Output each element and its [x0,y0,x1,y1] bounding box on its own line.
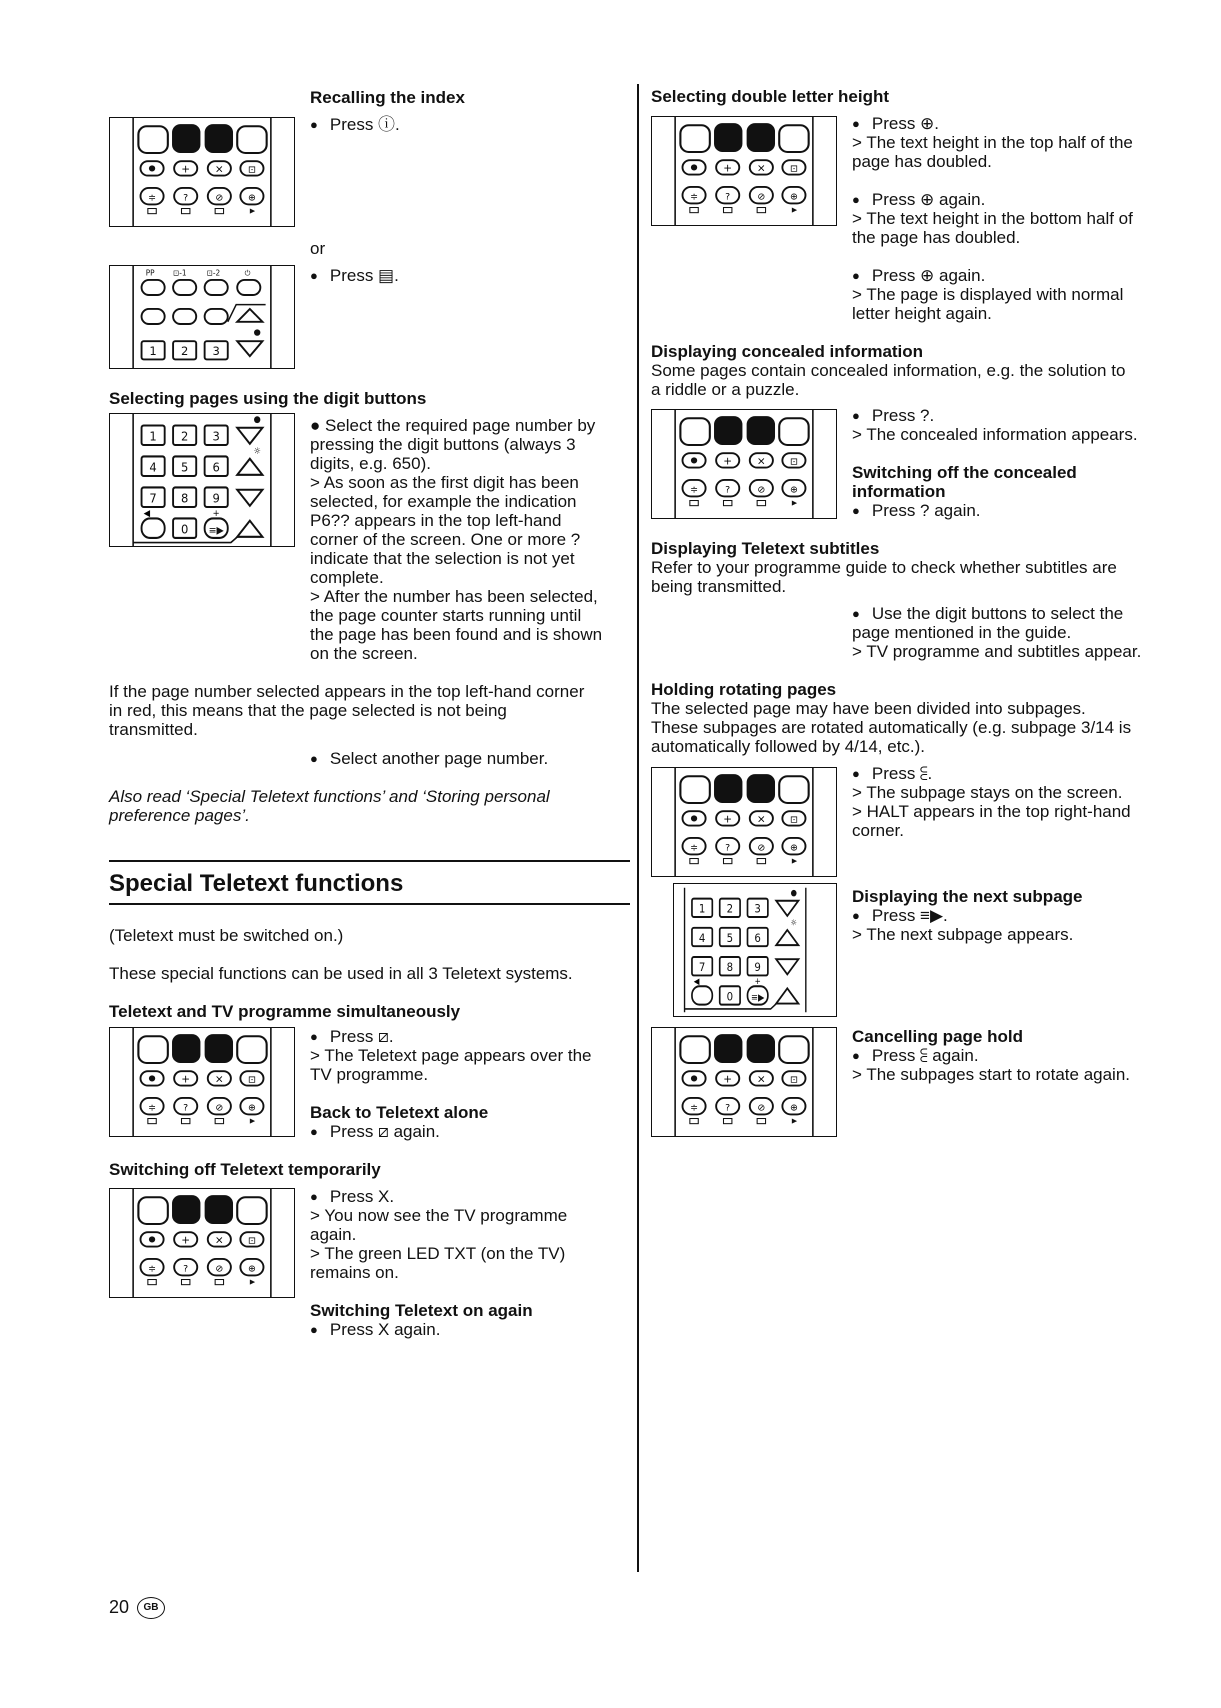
result-line: the page has doubled. [852,228,1021,247]
page-number: 20 [109,1597,130,1617]
heading-subtitles: Displaying Teletext subtitles [651,539,880,558]
instruction-press-mix: ● Press ⧄. [310,1027,394,1047]
digit-line: > As soon as the first digit has been [310,473,579,492]
subtitles-intro: Refer to your programme guide to check whether subtitles are [651,558,1117,577]
result-line: > The subpages start to rotate again. [852,1065,1131,1084]
digit-line: pressing the digit buttons (always 3 [310,435,576,454]
also-read-line: preference pages’. [109,806,250,825]
red-note [109,682,584,739]
result-line: > You now see the TV programme [310,1206,568,1225]
also-read-note [109,787,550,825]
red-note-line: transmitted. [109,720,198,739]
instruction-press-index: ● Press ⓘ. [310,115,400,135]
digit-line: the page counter starts running until [310,606,582,625]
digit-instructions [310,416,602,663]
result-line: again. [310,1225,357,1244]
result-line: > The concealed information appears. [852,425,1138,444]
instruction-press-size: ● Press ⊕. [852,114,939,134]
also-read-line: Also read ‘Special Teletext functions’ and ‘Storing personal [109,787,550,806]
heading-cancel-hold: Cancelling page hold [852,1027,1023,1046]
instruction-press-x: ● Press X. [310,1187,394,1207]
instruction-digit-subtitles: ● Use the digit buttons to select the [852,604,1123,624]
digit-line: corner of the screen. One or more ? [310,530,581,549]
result-line: letter height again. [852,304,992,323]
remote-teletext-illustration [651,409,837,519]
result-line: > The green LED TXT (on the TV) [310,1244,566,1263]
section-rule-bottom [109,903,630,905]
remote-teletext-illustration [651,767,837,877]
holding-intro: The selected page may have been divided into subpages. [651,699,1086,718]
section-rule-top [109,860,630,862]
red-note-line: If the page number selected appears in the top left-hand corner [109,682,585,701]
holding-intro: automatically followed by 4/14, etc.). [651,737,926,756]
result-line: > The text height in the top half of the [852,133,1133,152]
or-label: or [310,239,326,258]
heading-switch-off-concealed: information [852,482,946,501]
digit-line: indicate that the selection is not yet [310,549,575,568]
heading-switch-off-concealed: Switching off the concealed [852,463,1077,482]
remote-digits-illustration [109,413,295,547]
result-line: > The Teletext page appears over the [310,1046,592,1065]
heading-recalling-index: Recalling the index [310,88,465,107]
instruction-press-x-again: ● Press X again. [310,1320,440,1340]
digit-line: complete. [310,568,384,587]
subtitles-intro: being transmitted. [651,577,787,596]
concealed-intro: Some pages contain concealed information, e.g. the solution to [651,361,1126,380]
heading-simultaneous: Teletext and TV programme simultaneously [109,1002,461,1021]
heading-holding: Holding rotating pages [651,680,837,699]
result-line: > The text height in the bottom half of [852,209,1133,228]
result-line: TV programme. [310,1065,429,1084]
heading-switch-off-temp: Switching off Teletext temporarily [109,1160,381,1179]
instruction-press-reveal: ● Press ?. [852,406,934,426]
result-line: remains on. [310,1263,399,1282]
column-divider [637,84,639,1572]
digit-line: digits, e.g. 650). [310,454,431,473]
digit-line: on the screen. [310,644,418,663]
remote-teletext-illustration [651,1027,837,1137]
result-line: page mentioned in the guide. [852,623,1072,642]
heading-double-height: Selecting double letter height [651,87,890,106]
result-line: > The subpage stays on the screen. [852,783,1123,802]
digit-line: ● Select the required page number by [310,416,596,435]
heading-back-to-teletext: Back to Teletext alone [310,1103,489,1122]
instruction-press-reveal-again: ● Press ? again. [852,501,981,521]
red-note-line: in red, this means that the page selected is not being [109,701,507,720]
digit-line: selected, for example the indication [310,492,577,511]
result-line: > The next subpage appears. [852,925,1074,944]
holding-intro: These subpages are rotated automatically (e.g. subpage 3/14 is [651,718,1132,737]
remote-oval-keys-illustration [109,265,295,369]
instruction-press-size-again: ● Press ⊕ again. [852,266,985,286]
heading-digit-buttons: Selecting pages using the digit buttons [109,389,427,408]
instruction-press-next: ● Press ≡▶. [852,906,948,926]
heading-switch-on-again: Switching Teletext on again [310,1301,533,1320]
instruction-press-txt: ● Press ▤. [310,266,399,286]
instruction-select-another: ● Select another page number. [310,749,548,769]
instruction-press-mix-again: ● Press ⧄ again. [310,1122,440,1142]
remote-teletext-illustration [109,117,295,227]
result-line: > HALT appears in the top right-hand [852,802,1131,821]
remote-digits-illustration [673,883,837,1017]
remote-teletext-illustration [651,116,837,226]
concealed-intro: a riddle or a puzzle. [651,380,800,399]
heading-concealed: Displaying concealed information [651,342,924,361]
note-teletext-on: (Teletext must be switched on.) [109,926,344,945]
digit-line: > After the number has been selected, [310,587,598,606]
remote-teletext-illustration [109,1188,295,1298]
result-line: page has doubled. [852,152,992,171]
remote-teletext-illustration [109,1027,295,1137]
result-line: > The page is displayed with normal [852,285,1124,304]
note-three-systems: These special functions can be used in all 3 Teletext systems. [109,964,573,983]
heading-next-subpage: Displaying the next subpage [852,887,1083,906]
result-line: > TV programme and subtitles appear. [852,642,1142,661]
digit-line: the page has been found and is shown [310,625,603,644]
digit-line: P6?? appears in the top left-hand [310,511,562,530]
result-line: corner. [852,821,904,840]
instruction-press-hold: ● Press ⫕. [852,764,932,784]
country-badge: GB [137,1597,165,1619]
section-title-special: Special Teletext functions [109,870,404,897]
instruction-press-hold-again: ● Press ⫕ again. [852,1046,979,1066]
instruction-press-size-again: ● Press ⊕ again. [852,190,985,210]
